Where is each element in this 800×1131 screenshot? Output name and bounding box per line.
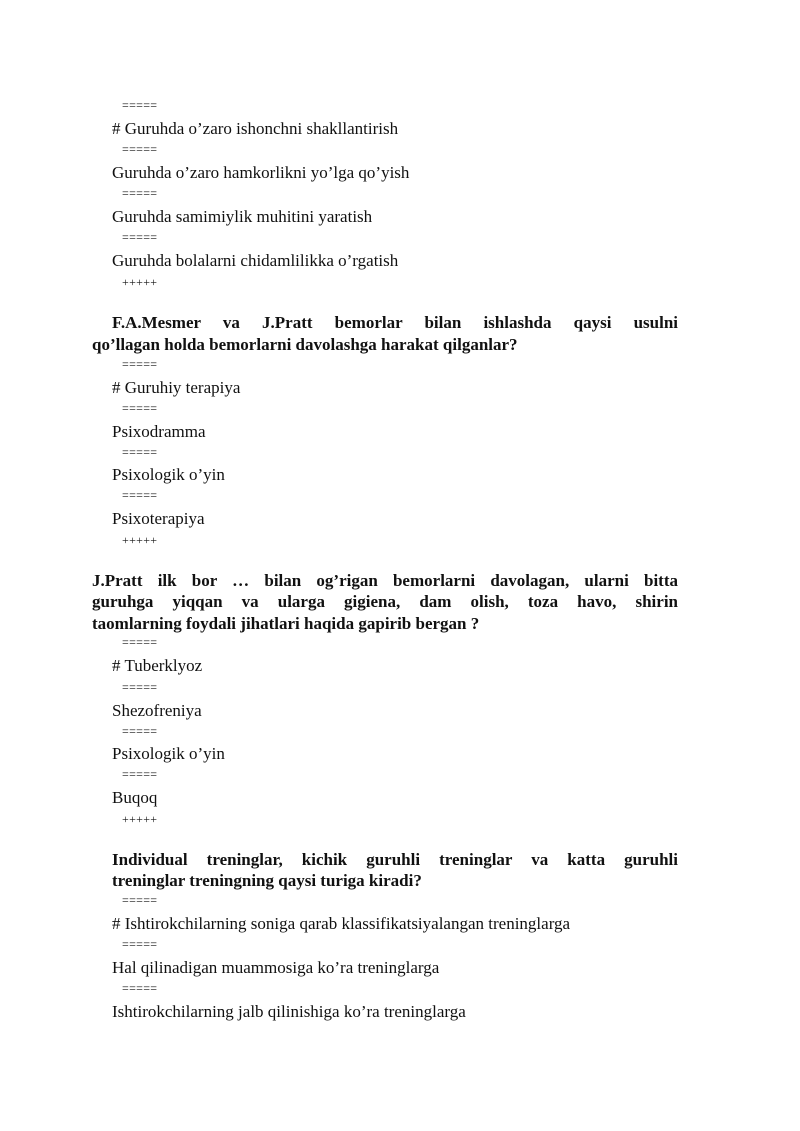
separator: ===== [122,680,158,694]
separator: ===== [122,230,158,244]
end-marker: +++++ [122,812,158,826]
question-text: treninglar treningning qaysi turiga kiradi? [112,871,422,890]
answer-option: Ishtirokchilarning jalb qilinishiga ko’ra treninglarga [112,1002,466,1021]
separator: ===== [122,724,158,738]
answer-option: Psixoterapiya [112,509,205,528]
separator: ===== [122,445,158,459]
separator: ===== [122,98,158,112]
separator: ===== [122,767,158,781]
separator: ===== [122,488,158,502]
answer-option: # Tuberklyoz [112,656,203,675]
answer-option: Guruhda o’zaro hamkorlikni yo’lga qo’yish [112,163,410,182]
question-text: Individual treninglar, kichik guruhli treninglar va katta guruhli [112,850,678,869]
answer-option: Shezofreniya [112,701,202,720]
end-marker: +++++ [122,275,158,289]
end-marker: +++++ [122,533,158,547]
answer-option: Guruhda bolalarni chidamlilikka o’rgatish [112,251,399,270]
question-text: qo’llagan holda bemorlarni davolashga harakat qilganlar? [92,335,518,354]
separator: ===== [122,401,158,415]
answer-option: Buqoq [112,788,158,807]
question-text: guruhga yiqqan va ularga gigiena, dam olish, toza havo, shirin [92,592,678,611]
separator: ===== [122,357,158,371]
question-text: J.Pratt ilk bor … bilan og’rigan bemorlarni davolagan, ularni bitta [92,571,678,590]
separator: ===== [122,893,158,907]
answer-option: # Ishtirokchilarning soniga qarab klassifikatsiyalangan treninglarga [112,914,571,933]
question-text: taomlarning foydali jihatlari haqida gapirib bergan ? [92,614,480,633]
separator: ===== [122,142,158,156]
separator: ===== [122,186,158,200]
answer-option: Psixologik o’yin [112,744,225,763]
answer-option: # Guruhiy terapiya [112,378,241,397]
answer-option: Psixologik o’yin [112,465,225,484]
answer-option: Guruhda samimiylik muhitini yaratish [112,207,373,226]
separator: ===== [122,937,158,951]
answer-option: Hal qilinadigan muammosiga ko’ra treninglarga [112,958,440,977]
question-text: F.A.Mesmer va J.Pratt bemorlar bilan ishlashda qaysi usulni [112,313,678,332]
answer-option: # Guruhda o’zaro ishonchni shakllantirish [112,119,399,138]
separator: ===== [122,635,158,649]
answer-option: Psixodramma [112,422,206,441]
separator: ===== [122,981,158,995]
